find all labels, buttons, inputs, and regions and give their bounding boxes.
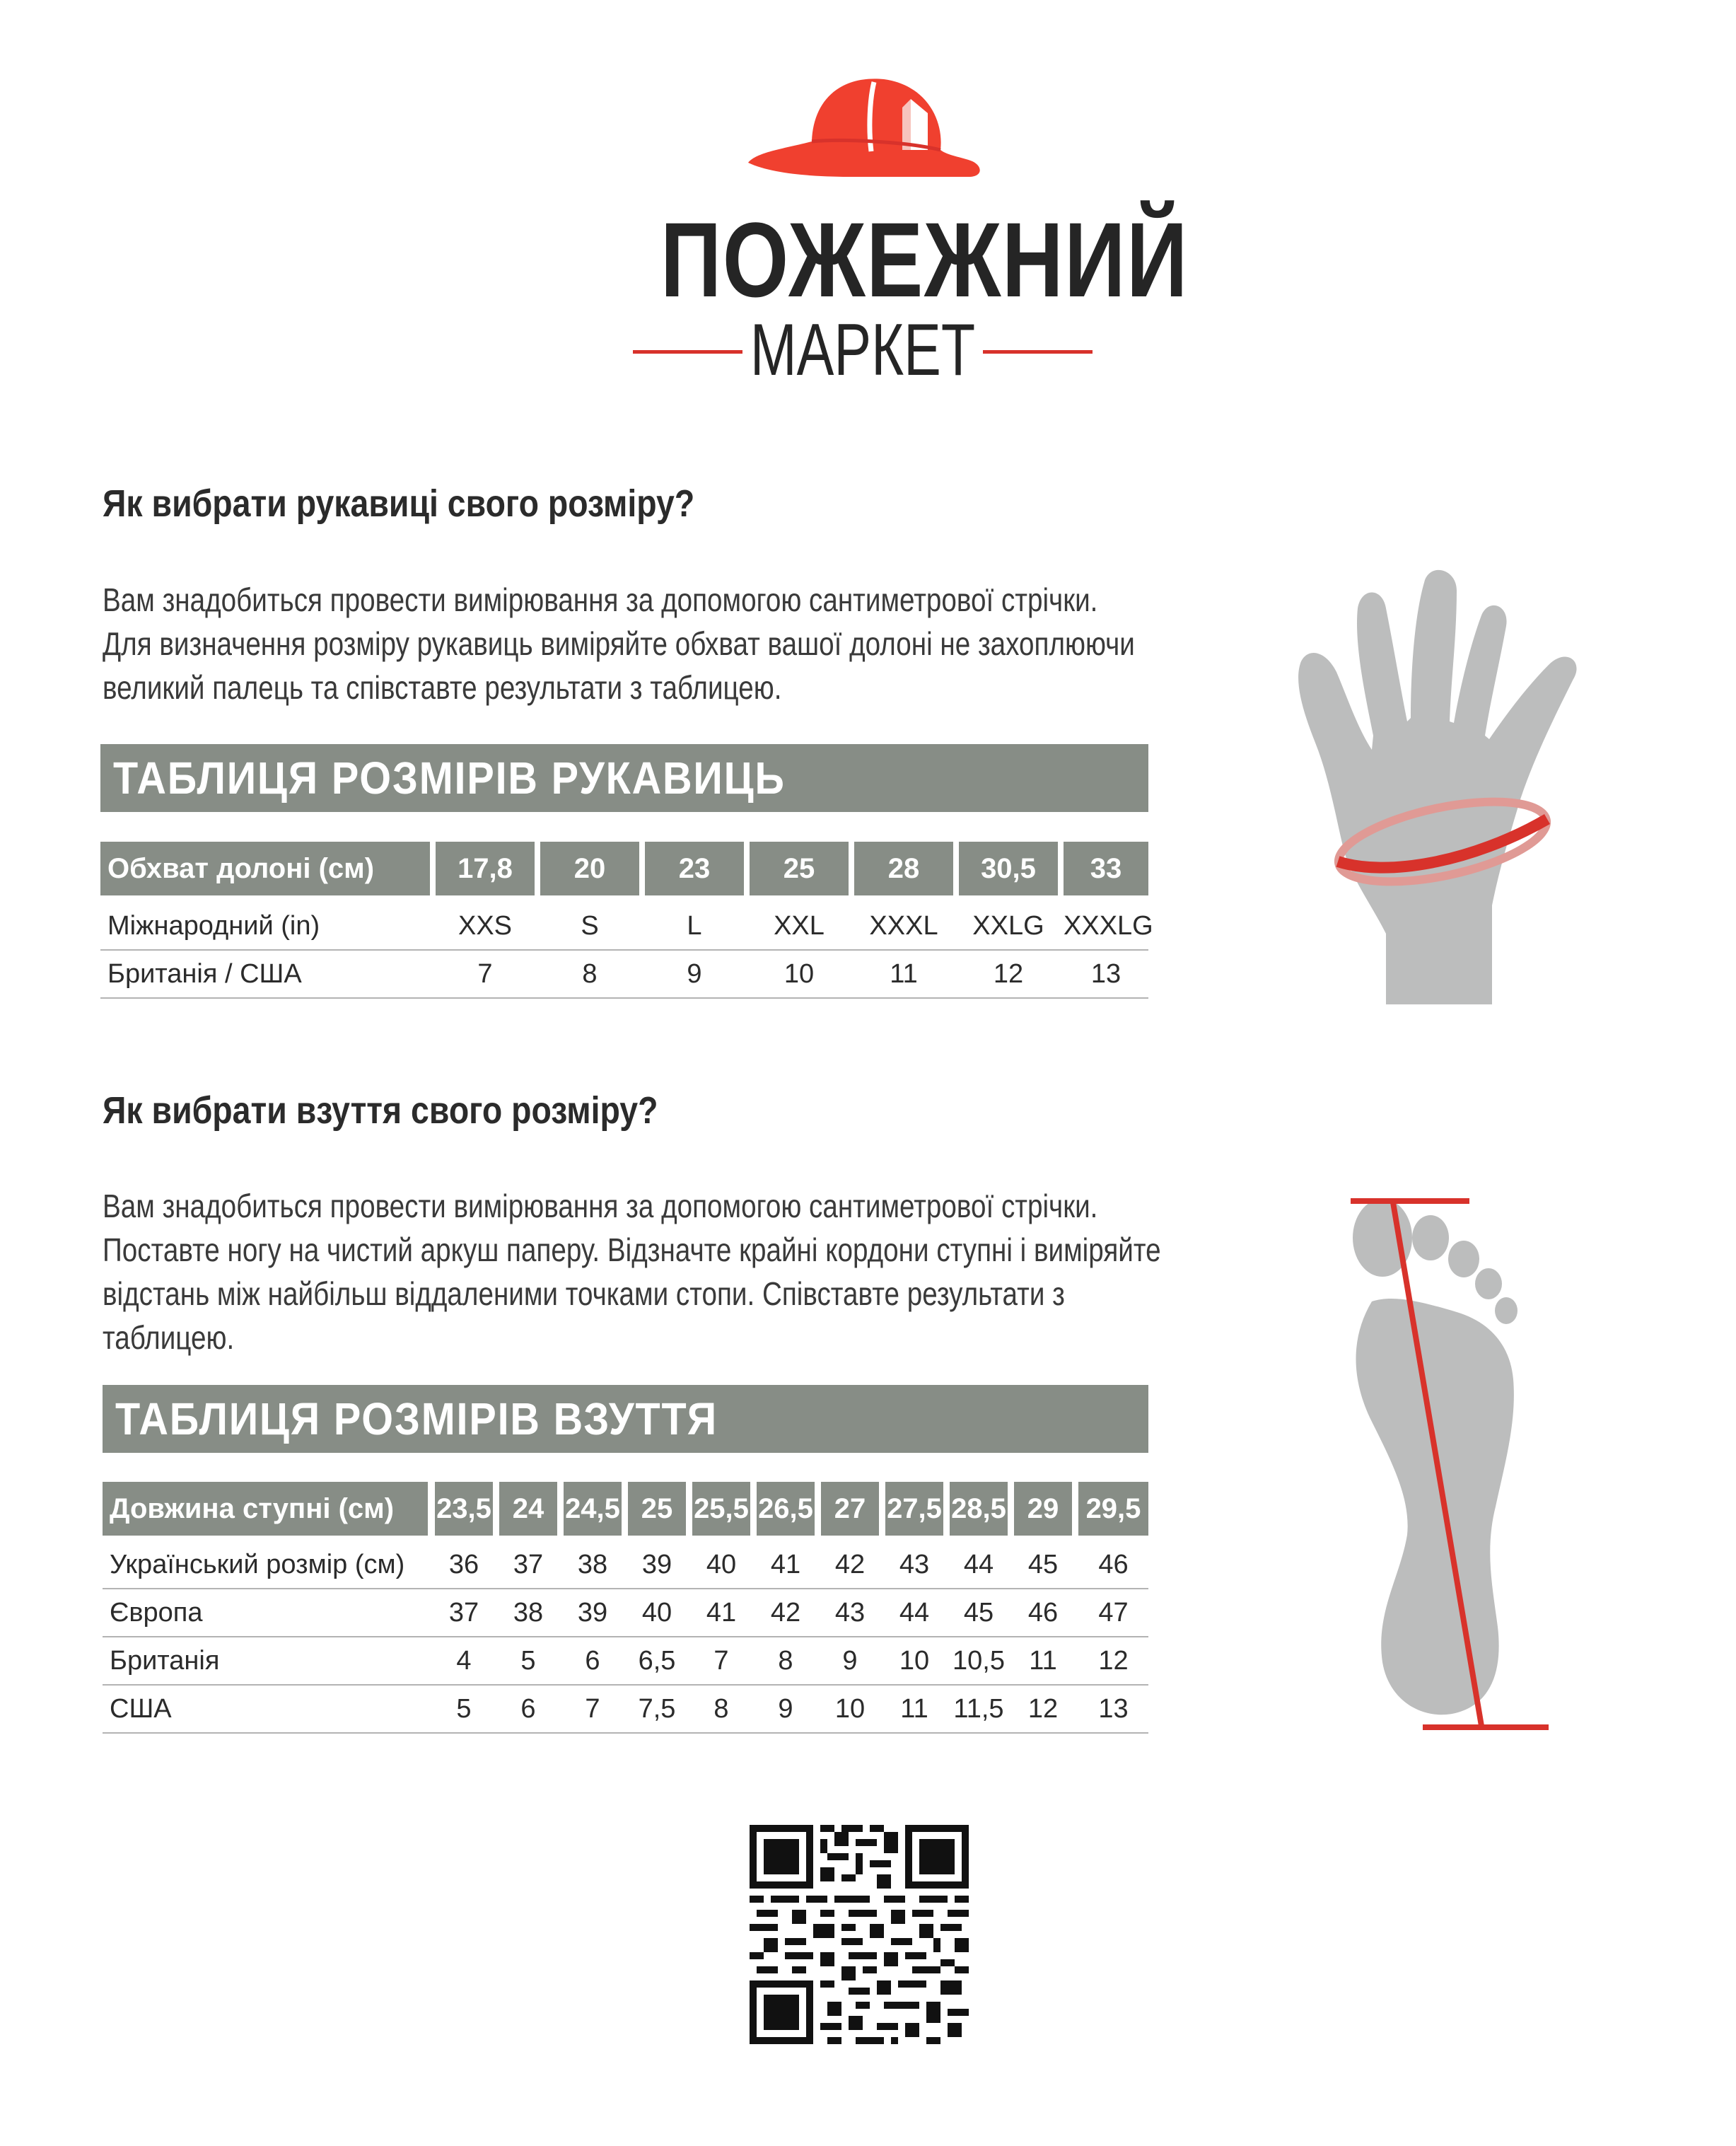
table-cell: XXS: [458, 911, 513, 941]
table-cell: 6: [585, 1646, 600, 1676]
shoes-header-cell: 28,5: [950, 1482, 1008, 1536]
table-row: [103, 1541, 1148, 1589]
table-cell: 41: [770, 1550, 801, 1579]
table-cell: 44: [963, 1550, 994, 1579]
table-cell: 45: [1027, 1550, 1059, 1579]
table-cell: 11,5: [953, 1694, 1004, 1724]
table-row: [103, 1686, 1148, 1734]
row-label: США: [110, 1694, 172, 1724]
gloves-heading: Як вибрати рукавиці свого розміру?: [103, 482, 695, 525]
gloves-header-cell: 20: [540, 842, 639, 895]
table-cell: 37: [448, 1598, 479, 1628]
table-cell: XXL: [774, 911, 825, 941]
shoes-paragraph: [103, 1184, 1161, 1359]
table-cell: 40: [641, 1598, 672, 1628]
shoes-header-cell: 29: [1014, 1482, 1072, 1536]
table-cell: 11: [890, 959, 918, 989]
brand-subtitle: МАРКЕТ: [750, 309, 976, 391]
gloves-table-title: ТАБЛИЦЯ РОЗМІРІВ РУКАВИЦЬ: [113, 753, 786, 804]
table-cell: 10: [783, 959, 815, 989]
shoes-header-cell: 29,5: [1078, 1482, 1148, 1536]
table-cell: 42: [834, 1550, 866, 1579]
table-row: [103, 1637, 1148, 1686]
table-cell: 7,5: [638, 1694, 676, 1724]
table-cell: L: [687, 911, 702, 941]
shoes-header-cell: 24: [499, 1482, 557, 1536]
table-cell: S: [581, 911, 599, 941]
fire-helmet-icon: [735, 71, 990, 198]
shoes-paragraph-line: Вам знадобиться провести вимірювання за допомогою сантиметрової стрічки.: [103, 1188, 1098, 1224]
table-cell: 8: [713, 1694, 729, 1724]
shoes-header-cell: 27,5: [885, 1482, 943, 1536]
gloves-table-title-bar: [100, 744, 1148, 812]
table-cell: 44: [899, 1598, 930, 1628]
table-cell: 8: [582, 959, 598, 989]
table-cell: 12: [993, 959, 1024, 989]
table-cell: 12: [1027, 1694, 1059, 1724]
brand-name: ПОЖЕЖНИЙ: [660, 200, 1189, 319]
table-cell: 43: [834, 1598, 866, 1628]
shoes-table-title: ТАБЛИЦЯ РОЗМІРІВ ВЗУТТЯ: [115, 1393, 718, 1444]
row-label: Український розмір (см): [110, 1550, 405, 1579]
shoes-header-cell: 25: [628, 1482, 686, 1536]
table-cell: 40: [706, 1550, 737, 1579]
table-cell: XXLG: [972, 911, 1044, 941]
table-cell: 9: [687, 959, 702, 989]
table-row: [103, 1589, 1148, 1637]
table-cell: 7: [713, 1646, 729, 1676]
table-cell: 5: [520, 1646, 536, 1676]
table-cell: 37: [513, 1550, 544, 1579]
table-cell: 6,5: [638, 1646, 676, 1676]
table-cell: 9: [778, 1694, 793, 1724]
shoes-heading: Як вибрати взуття свого розміру?: [103, 1089, 658, 1132]
table-cell: 38: [513, 1598, 544, 1628]
table-cell: 38: [577, 1550, 608, 1579]
table-cell: 4: [456, 1646, 472, 1676]
brand-divider-right: [983, 350, 1093, 354]
table-cell: 6: [520, 1694, 536, 1724]
row-label: Британія / США: [107, 959, 302, 989]
table-cell: 45: [963, 1598, 994, 1628]
table-cell: 12: [1098, 1646, 1129, 1676]
table-cell: 11: [900, 1694, 928, 1724]
shoes-header-cell: 23,5: [435, 1482, 493, 1536]
table-cell: 10: [834, 1694, 866, 1724]
row-label: Британія: [110, 1646, 220, 1676]
shoes-paragraph-line: Поставте ногу на чистий аркуш паперу. Відзначте крайні кордони ступні і виміряйте: [103, 1231, 1161, 1268]
row-label: Міжнародний (in): [107, 911, 320, 941]
shoes-header-cell: 26,5: [757, 1482, 815, 1536]
table-cell: 8: [778, 1646, 793, 1676]
shoes-paragraph-line: відстань між найбільш віддаленими точками стопи. Співставте результати з: [103, 1275, 1065, 1312]
table-row: [100, 951, 1148, 999]
table-cell: 10,5: [953, 1646, 1005, 1676]
brand-subtitle-row: [633, 309, 1093, 391]
gloves-header-cell: 25: [750, 842, 849, 895]
table-cell: 10: [899, 1646, 930, 1676]
gloves-header-label: Обхват долоні (см): [100, 842, 430, 895]
shoes-header-cell: 27: [821, 1482, 879, 1536]
table-cell: 42: [770, 1598, 801, 1628]
table-cell: 47: [1098, 1598, 1129, 1628]
table-cell: 7: [477, 959, 493, 989]
gloves-header-cell: 33: [1064, 842, 1148, 895]
gloves-header-cell: 28: [854, 842, 953, 895]
gloves-paragraph: [103, 578, 1135, 709]
table-cell: 46: [1027, 1598, 1059, 1628]
table-cell: 7: [585, 1694, 600, 1724]
shoes-paragraph-line: таблицею.: [103, 1319, 235, 1356]
gloves-paragraph-line: Для визначення розміру рукавиць виміряйте обхват вашої долоні не захоплюючи: [103, 625, 1135, 662]
table-cell: 39: [577, 1598, 608, 1628]
table-cell: 5: [456, 1694, 472, 1724]
shoes-table-header: [103, 1482, 1148, 1536]
shoes-header-cell: 25,5: [692, 1482, 750, 1536]
table-cell: 11: [1029, 1646, 1057, 1676]
gloves-paragraph-line: Вам знадобиться провести вимірювання за допомогою сантиметрової стрічки.: [103, 581, 1098, 618]
table-cell: 41: [706, 1598, 737, 1628]
table-cell: 13: [1090, 959, 1122, 989]
gloves-table-header: [100, 842, 1148, 895]
gloves-paragraph-line: великий палець та співставте результати з таблицею.: [103, 669, 782, 706]
table-cell: XXXL: [869, 911, 938, 941]
foot-measure-icon: [1344, 1195, 1570, 1740]
table-row: [100, 903, 1153, 951]
gloves-header-cell: 30,5: [959, 842, 1058, 895]
hand-measure-icon: [1287, 566, 1641, 1019]
table-cell: 36: [448, 1550, 479, 1579]
table-cell: 46: [1098, 1550, 1129, 1579]
table-cell: 9: [842, 1646, 858, 1676]
shoes-header-label: Довжина ступні (см): [103, 1482, 428, 1536]
shoes-table-title-bar: [103, 1385, 1148, 1453]
gloves-header-cell: 17,8: [436, 842, 535, 895]
shoes-header-cell: 24,5: [564, 1482, 622, 1536]
table-cell: XXXLG: [1064, 911, 1153, 941]
table-cell: 13: [1098, 1694, 1129, 1724]
table-cell: 39: [641, 1550, 672, 1579]
table-cell: 43: [899, 1550, 930, 1579]
row-label: Європа: [110, 1598, 203, 1628]
gloves-header-cell: 23: [645, 842, 744, 895]
qr-code-icon: [750, 1825, 969, 2044]
